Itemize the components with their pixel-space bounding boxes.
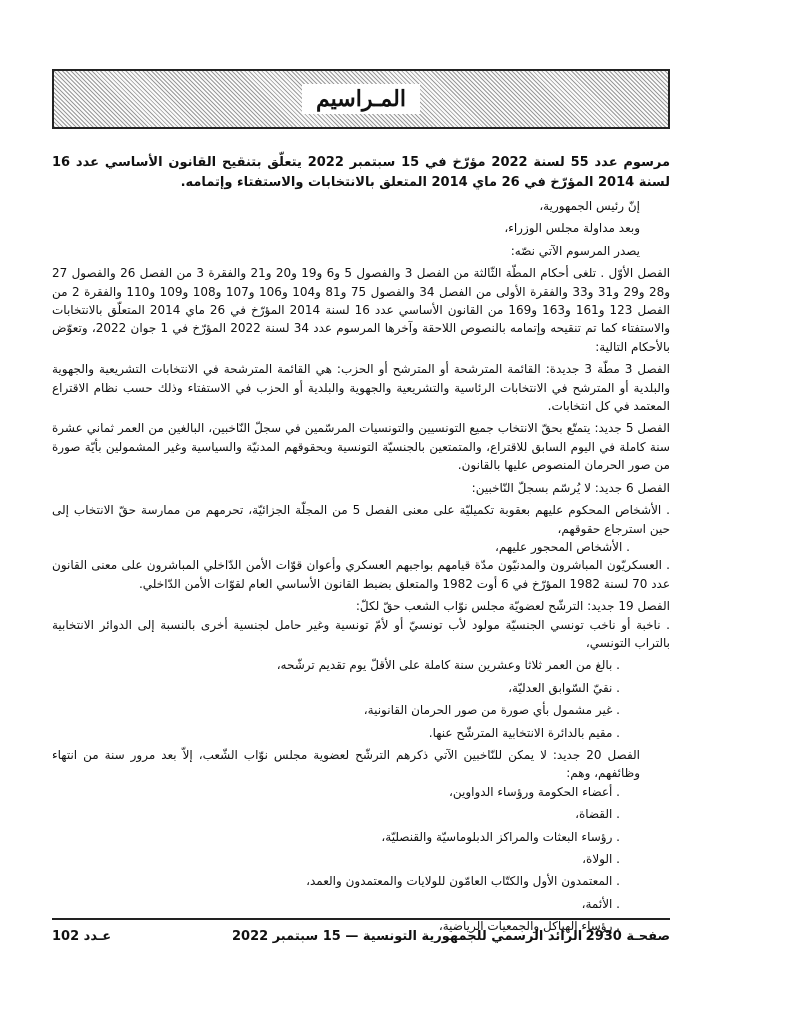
- article-20-item: . المعتمدون الأول والكتّاب العامّون للولايات والمعتمدون والعمد،: [306, 874, 620, 889]
- article-19-item: . غير مشمول بأي صورة من صور الحرمان القانونية،: [363, 703, 620, 718]
- article-20-item: . الأئمة،: [581, 896, 620, 911]
- article-19-item: . ناخبة أو ناخب تونسي الجنسيّة مولود لأب تونسيّ أو لأمّ تونسية وغير حامل لجنسية أخرى بالنسبة إلى الدوائر الانتخابية بالتراب التونسي،: [52, 617, 670, 650]
- article-20-item: . الولاة،: [582, 852, 620, 866]
- preamble-line: يصدر المرسوم الآتي نصّه:: [510, 243, 640, 258]
- article-20-item: . رؤساء الهياكل والجمعيات الرياضية،: [438, 919, 620, 934]
- article-19-item: . مقيم بالدائرة الانتخابية المترشّح عنها.: [428, 725, 620, 740]
- article-1: الفصل الأوّل . تلغى أحكام المطّة الثّالثة من الفصل 3 والفصول 5 و6 و19 و20 و21 والفقرة 3 من الفصل 26 والفصول 27 و28 و29 و31 و33 والفقرة الأولى من الفصل 34 والفصول 75 و81 و104 و106 و107 و108 و109 و110 والفقرة 2 من الفصل 123 و161 و163 و169 من القانون الأساسي عدد 16 لسنة 2014 المؤرّخ في 26 ماي 2014 المتعلّق بالانتخابات والاستفتاء كما تم تنقيحه وإتمامه بالنصوص اللاحقة وآخرها المرسوم عدد 34 لسنة 2022 المؤرّخ في 1 جوان 2022، وتعوّض بالأحكام التالية:: [52, 266, 671, 354]
- preamble-line: إنّ رئيس الجمهورية،: [539, 199, 640, 213]
- preamble-line: وبعد مداولة مجلس الوزراء،: [504, 221, 640, 236]
- article-6-item: . الأشخاص المحجور عليهم،: [495, 539, 630, 554]
- page-number: صفحـة 2930: [585, 929, 670, 944]
- article-20-intro: الفصل 20 جديد: لا يمكن للنّاخبين الآتي ذكرهم الترشّح لعضوية مجلس نوّاب الشّعب، إلاّ بعد مرور سنة من انتهاء وظائفهم، وهم:: [52, 747, 640, 781]
- journal-title: الرائد الرسمي للجمهورية التونسية — 15 سبتمبر 2022: [232, 929, 583, 944]
- section-header: [52, 69, 670, 129]
- decree-title: مرسوم عدد 55 لسنة 2022 مؤرّخ في 15 سبتمبر 2022 يتعلّق بتنقيح القانون الأساسي عدد 16 لسنة 2014 المؤرّخ في 26 ماي 2014 المتعلق بالانتخابات والاستفتاء وإتمامه.: [52, 155, 671, 190]
- article-3: الفصل 3 مطّة 3 جديدة: القائمة المترشحة أو المترشح أو الحزب: هي القائمة المترشحة في الانتخابات التشريعية والجهوية والبلدية أو المترشح في الانتخابات الرئاسية والتشريعية والجهوية والبلدية أو الحزب في الاستفتاء وذلك حسب نظام الاقتراع المعتمد في كل انتخابات.: [52, 362, 670, 414]
- article-6-intro: الفصل 6 جديد: لا يُرسّم بسجلّ النّاخبين:: [471, 480, 670, 495]
- article-20-item: . القضاة،: [575, 807, 620, 822]
- footer-divider: [52, 918, 670, 920]
- article-5: الفصل 5 جديد: يتمتّع بحقّ الانتخاب جميع التونسيين والتونسيات المرسّمين في سجلّ النّاخبين، البالغين من العمر ثماني عشرة سنة كاملة في اليوم السابق للاقتراع، والمتمتعين بالجنسيّة التونسية وبحقوقهم المدنيّة والسياسية وغير المشمولين بأيّة صورة من صور الحرمان المنصوص عليها بالقانون.: [52, 421, 670, 473]
- article-6-item: . الأشخاص المحكوم عليهم بعقوبة تكميليّة على معنى الفصل 5 من المجلّة الجزائيّة، تحرمهم من ممارسة حقّ الانتخاب إلى حين استرجاع حقوقهم،: [52, 503, 670, 536]
- article-19-intro: الفصل 19 جديد: الترشّح لعضويّة مجلس نوّاب الشعب حقّ لكلّ:: [355, 599, 670, 614]
- article-20-item: . رؤساء البعثات والمراكز الدبلوماسيّة والقنصليّة،: [381, 829, 620, 844]
- section-title: المـراسيم: [302, 84, 420, 114]
- issue-number: عـدد 102: [52, 929, 112, 944]
- article-6-item: . العسكريّون المباشرون والمدنيّون مدّة قيامهم بواجبهم العسكري وأعوان قوّات الأمن الدّاخلي المباشرون على معنى القانون عدد 70 لسنة 1982 المؤرّخ في 6 أوت 1982 والمتعلق بضبط القانون الأساسي العام لقوّات الأمن الدّاخلي.: [52, 558, 670, 591]
- article-19-item: . بالغ من العمر ثلاثا وعشرين سنة كاملة على الأقلّ يوم تقديم ترشّحه،: [276, 658, 620, 673]
- article-20-item: . أعضاء الحكومة ورؤساء الدواوين،: [449, 784, 620, 799]
- article-19-item: . نقيّ السّوابق العدليّة،: [508, 680, 620, 695]
- decree-body: [52, 153, 670, 936]
